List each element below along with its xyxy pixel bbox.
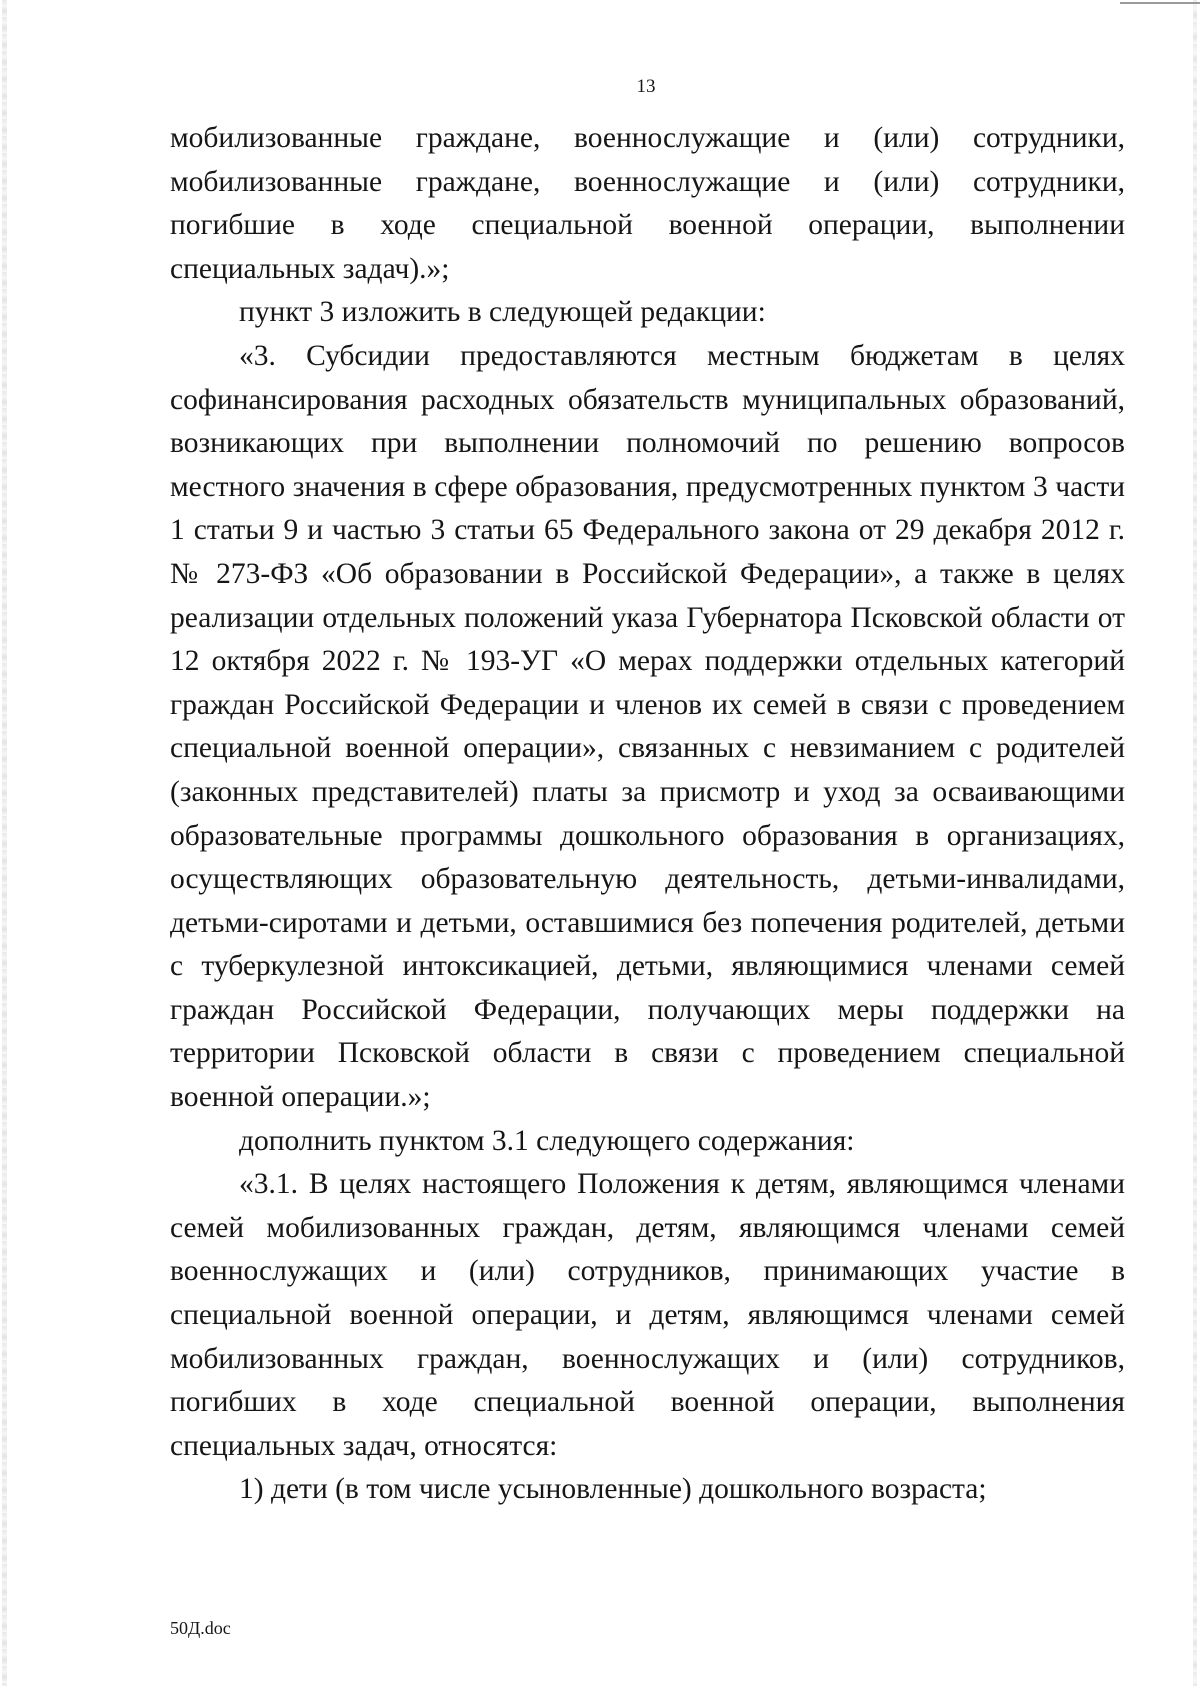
paragraph-point-3-1-intro: дополнить пунктом 3.1 следующего содержания: [239,1124,855,1157]
scan-edge-right [1193,0,1197,1686]
footer-filename: 50Д.doc [170,1618,231,1638]
page-number: 13 [636,76,656,97]
scan-top-mark [1120,2,1200,4]
paragraph-point-3-1-text: «3.1. В целях настоящего Положения к детям, являющимся членами семей мобилизованных граждан, детям, являющимся членами семей военнослужащих и (или) сотрудников, принимающих участие в специальной военной операции, и детям, являющимся членами семей мобилизованных граждан, военнослужащих и (или) сотрудников, погибших в ходе специальной военной операции, выполнения специальных задач, относятся: [170,1168,1125,1462]
paragraph-continuation: мобилизованные граждане, военнослужащие и (или) сотрудники, мобилизованные граждане, военнослужащие и (или) сотрудники, погибшие в ходе специальной военной операции, выполнении специальных задач).»; [170,122,1125,285]
paragraph-point-3-intro: пункт 3 изложить в следующей редакции: [239,296,766,329]
document-body [170,117,1125,1512]
scan-edge-left [2,0,7,1686]
paragraph-list-item-1: 1) дети (в том числе усыновленные) дошкольного возраста; [239,1473,987,1506]
paragraph-point-3-text: «3. Субсидии предоставляются местным бюджетам в целях софинансирования расходных обязательств муниципальных образований, возникающих при выполнении полномочий по решению вопросов местного значения в сфере образования, предусмотренных пунктом 3 части 1 статьи 9 и частью 3 статьи 65 Федерального закона от 29 декабря 2012 г. № 273-ФЗ «Об образовании в Российской Федерации», а также в целях реализации отдельных положений указа Губернатора Псковской области от 12 октября 2022 г. № 193-УГ «О мерах поддержки отдельных категорий граждан Российской Федерации и членов их семей в связи с проведением специальной военной операции», связанных с невзиманием с родителей (законных представителей) платы за присмотр и уход за осваивающими образовательные программы дошкольного образования в организациях, осуществляющих образовательную деятельность, детьми-инвалидами, детьми-сиротами и детьми, оставшимися без попечения родителей, детьми с туберкулезной интоксикацией, детьми, являющимися членами семей граждан Российской Федерации, получающих меры поддержки на территории Псковской области в связи с проведением специальной военной операции.»; [170,339,1125,1114]
